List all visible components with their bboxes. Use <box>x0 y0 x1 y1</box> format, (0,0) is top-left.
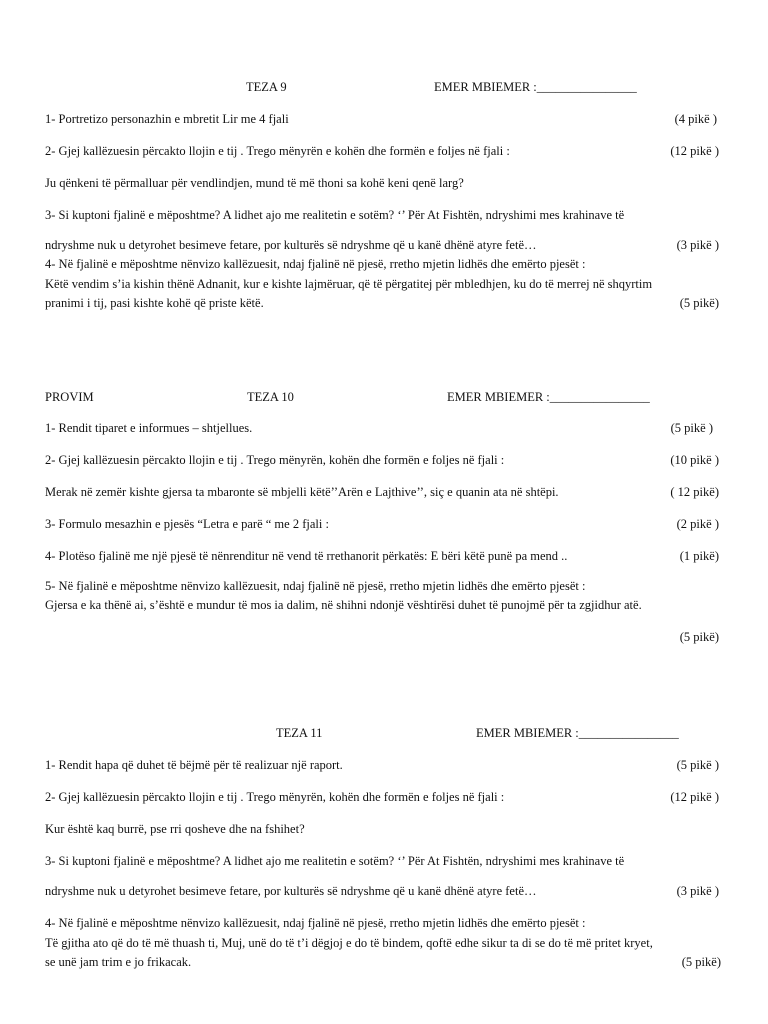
test10-q5-line1: 5- Në fjalinë e mëposhtme nënvizo kallëzuesit, ndaj fjalinë në pjesë, rretho mjetin lidhës dhe emërto pjesët : <box>45 579 586 593</box>
test10-q2: 2- Gjej kallëzuesin përcakto llojin e tij . Trego mënyrën, kohën dhe formën e foljes në fjali : <box>45 453 505 467</box>
test9-q4-line3: pranimi i tij, pasi kishte kohë që priste këtë. <box>45 296 264 310</box>
test10-q4: 4- Plotëso fjalinë me një pjesë të nënrenditur në vend të rrethanorit përkatës: E bëri këtë punë pa mend .. <box>45 549 568 563</box>
test9-q1-points: (4 pikë ) <box>674 112 717 126</box>
test10-q4-points: (1 pikë) <box>679 549 719 563</box>
test11-q1-points: (5 pikë ) <box>676 758 719 772</box>
test11-q4-points: (5 pikë) <box>681 955 721 969</box>
test9-q1: 1- Portretizo personazhin e mbretit Lir me 4 fjali <box>45 112 289 126</box>
test9-q4-points: (5 pikë) <box>679 296 719 310</box>
test11-q4-line3: se unë jam trim e jo frikacak. <box>45 955 192 969</box>
test11-name-field: EMER MBIEMER :________________ <box>476 726 679 740</box>
test10-q2-points: (10 pikë ) <box>670 453 719 467</box>
test10-name-field: EMER MBIEMER :________________ <box>447 390 650 404</box>
test10-q2-sentence: Merak në zemër kishte gjersa ta mbaronte së mbjelli këtë’’Arën e Lajthive’’, siç e quanin ata në shtëpi. <box>45 485 559 499</box>
test9-q3-line1: 3- Si kuptoni fjalinë e mëposhtme? A lidhet ajo me realitetin e sotëm? ‘’ Për At Fishtën, ndryshimi mes krahinave të <box>45 208 625 222</box>
test11-q2-sentence: Kur është kaq burrë, pse rri qosheve dhe na fshihet? <box>45 822 305 836</box>
test9-q2-sentence: Ju qënkeni të përmalluar për vendlindjen, mund të më thoni sa kohë keni qenë larg? <box>45 176 464 190</box>
test10-label: PROVIM <box>45 390 94 404</box>
test9-q3-line2: ndryshme nuk u detyrohet besimeve fetare, por kulturës së ndryshme që u kanë dhënë atyre fetë… <box>45 238 537 252</box>
test9-q3-points: (3 pikë ) <box>676 238 719 252</box>
test11-title: TEZA 11 <box>276 726 323 740</box>
test10-title: TEZA 10 <box>247 390 294 404</box>
test10-q1: 1- Rendit tiparet e informues – shtjellues. <box>45 421 253 435</box>
test11-q4-line1: 4- Në fjalinë e mëposhtme nënvizo kallëzuesit, ndaj fjalinë në pjesë, rretho mjetin lidhës dhe emërto pjesët : <box>45 916 586 930</box>
test11-q1: 1- Rendit hapa që duhet të bëjmë për të realizuar një raport. <box>45 758 343 772</box>
test11-q4-line2: Të gjitha ato që do të më thuash ti, Muj, unë do të t’i dëgjoj e do të bindem, qoftë edhe sikur ta di se do të më pritet kryet, <box>45 936 653 950</box>
test11-q3-line1: 3- Si kuptoni fjalinë e mëposhtme? A lidhet ajo me realitetin e sotëm? ‘’ Për At Fishtën, ndryshimi mes krahinave të <box>45 854 625 868</box>
test9-q4-line2: Këtë vendim s’ia kishin thënë Adnanit, kur e kishte lajmëruar, që të përgatitej për mbledhjen, ku do të merrej në shqyrtim <box>45 277 653 291</box>
test10-q3: 3- Formulo mesazhin e pjesës “Letra e parë “ me 2 fjali : <box>45 517 329 531</box>
test11-q3-line2: ndryshme nuk u detyrohet besimeve fetare, por kulturës së ndryshme që u kanë dhënë atyre fetë… <box>45 884 537 898</box>
test10-q2-sentence-points: ( 12 pikë) <box>670 485 719 499</box>
test9-q2: 2- Gjej kallëzuesin përcakto llojin e tij . Trego mënyrën e kohën dhe formën e foljes në fjali : <box>45 144 510 158</box>
test11-q2: 2- Gjej kallëzuesin përcakto llojin e tij . Trego mënyrën, kohën dhe formën e foljes në fjali : <box>45 790 505 804</box>
test10-q3-points: (2 pikë ) <box>676 517 719 531</box>
test9-q4-line1: 4- Në fjalinë e mëposhtme nënvizo kallëzuesit, ndaj fjalinë në pjesë, rretho mjetin lidhës dhe emërto pjesët : <box>45 257 586 271</box>
test10-q5-points: (5 pikë) <box>679 630 719 644</box>
test9-q2-points: (12 pikë ) <box>670 144 719 158</box>
test11-q3-points: (3 pikë ) <box>676 884 719 898</box>
test9-name-field: EMER MBIEMER :________________ <box>434 80 637 94</box>
test9-title: TEZA 9 <box>246 80 287 94</box>
test10-q5-line2: Gjersa e ka thënë ai, s’është e mundur të mos ia dalim, në shihni ndonjë vështirësi duhet të punojmë për ta zgjidhur atë. <box>45 598 642 612</box>
test11-q2-points: (12 pikë ) <box>670 790 719 804</box>
test10-q1-points: (5 pikë ) <box>670 421 713 435</box>
